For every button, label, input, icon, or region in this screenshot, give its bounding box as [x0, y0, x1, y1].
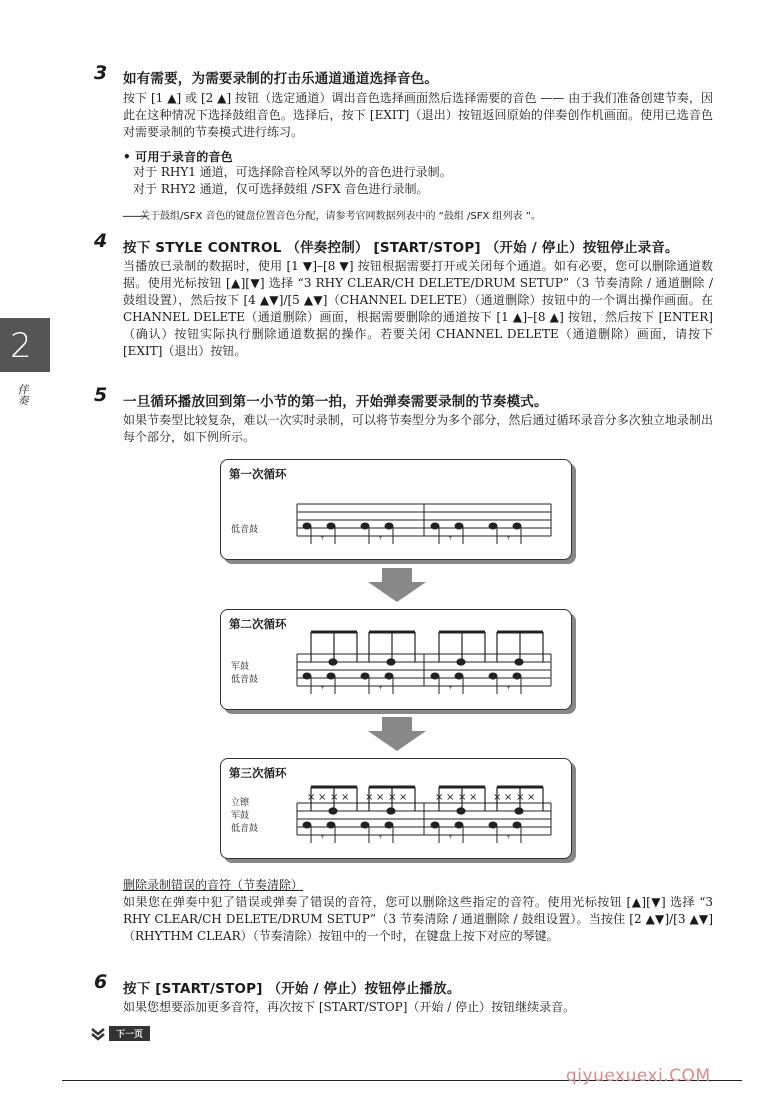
step-number: 4 [94, 230, 108, 252]
svg-text:𝄾: 𝄾 [379, 532, 382, 545]
svg-text:𝄾: 𝄾 [321, 682, 324, 695]
svg-text:𝄾: 𝄾 [379, 831, 382, 844]
step-heading: 按下 [START/STOP] （开始 / 停止）按钮停止播放。 [123, 981, 461, 997]
svg-text:𝄾: 𝄾 [379, 682, 382, 695]
instrument-label: 军鼓 [231, 811, 250, 821]
chapter-label: 伴奏 [16, 384, 29, 406]
next-page-label: 下一页 [109, 1026, 150, 1041]
step-heading: 如有需要，为需要录制的打击乐通道通道选择音色。 [123, 71, 439, 87]
svg-text:×: × [341, 792, 350, 803]
svg-text:×: × [446, 792, 455, 803]
double-chevron-down-icon [90, 1027, 106, 1041]
svg-text:𝄾: 𝄾 [507, 682, 510, 695]
svg-text:×: × [516, 792, 525, 803]
step-number: 3 [94, 62, 108, 84]
svg-text:×: × [318, 792, 327, 803]
svg-text:×: × [469, 792, 478, 803]
loop-figure-3 [220, 758, 572, 859]
watermark: qiyuexuexi.COM [566, 1066, 711, 1086]
step-heading: 按下 STYLE CONTROL （伴奏控制） [START/STOP] （开始 / 停止）按钮停止录音。 [123, 240, 679, 256]
bullet-line: 对于 RHY2 通道，仅可选择鼓组 /SFX 音色进行录制。 [133, 182, 429, 196]
step-number: 6 [94, 971, 108, 993]
step-body: 当播放已录制的数据时，使用 [1 ▼]–[8 ▼] 按钮根据需要打开或关闭每个通道。如有必要，您可以删除通道数据。使用光标按钮 [▲][▼] 选择 “3 RHY CLEAR/CH DELETE/DRUM SETUP”（3 节奏清除 / 通道删除 / 鼓组设置），然后按下 [4 ▲▼]/[5 ▲▼]（CHANNEL DELETE）（通道删除）按钮中的一个调出操作画面。在 CHANNEL DELETE（通道删除）画面，根据需要删除的通道按下 [1 ▲]–[8 ▲] 按钮，然后按下 [ENTER]（确认）按钮实际执行删除通道数据的操作。若要关闭 CHANNEL DELETE（通道删除）画面，请按下 [EXIT]（退出）按钮。 [123, 259, 713, 358]
bullet-title: • 可用于录音的音色 [123, 150, 233, 164]
svg-text:×: × [365, 792, 374, 803]
drum-staff [221, 610, 571, 709]
loop-figure-2 [220, 609, 572, 710]
svg-text:×: × [307, 792, 316, 803]
instrument-label: 低音鼓 [231, 525, 259, 535]
step-number: 5 [94, 384, 108, 406]
figure-title: 第三次循环 [229, 766, 287, 780]
step-body: 按下 [1 ▲] 或 [2 ▲] 按钮（选定通道）调出音色选择画面然后选择需要的音色 —— 由于我们准备创建节奏，因此在这种情况下选择鼓组音色。选择后，按下 [EXIT]（退出）按钮返回原始的伴奏创作机画面。使用已选音色对需要录制的节奏模式进行练习。 [123, 91, 713, 139]
figure-title: 第一次循环 [229, 467, 287, 481]
step-body: 如果您想要添加更多音符，再次按下 [START/STOP]（开始 / 停止）按钮继续录音。 [123, 1000, 576, 1014]
figure-title: 第二次循环 [229, 617, 287, 631]
svg-text:×: × [504, 792, 513, 803]
down-arrow-icon [368, 568, 426, 602]
note-icon: ⸻ [122, 211, 147, 222]
instrument-label: 立镲 [231, 798, 250, 808]
svg-text:𝄾: 𝄾 [321, 831, 324, 844]
svg-text:𝄾: 𝄾 [449, 682, 452, 695]
svg-text:×: × [458, 792, 467, 803]
svg-text:𝄾: 𝄾 [321, 532, 324, 545]
svg-text:×: × [493, 792, 502, 803]
svg-text:𝄾: 𝄾 [507, 831, 510, 844]
drum-staff [221, 460, 571, 559]
svg-text:×: × [388, 792, 397, 803]
svg-text:𝄾: 𝄾 [449, 831, 452, 844]
svg-text:×: × [527, 792, 536, 803]
instrument-label: 低音鼓 [231, 675, 259, 685]
bullet-line: 对于 RHY1 通道，可选择除音栓风琴以外的音色进行录制。 [133, 165, 452, 179]
next-page-marker[interactable] [90, 1026, 150, 1041]
chapter-tab [0, 318, 50, 372]
step-heading: 一旦循环播放回到第一小节的第一拍，开始弹奏需要录制的节奏模式。 [123, 394, 548, 410]
step-body: 如果节奏型比较复杂，难以一次实时录制，可以将节奏型分为多个部分，然后通过循环录音分多次独立地录制出每个部分，如下例所示。 [123, 413, 713, 444]
drum-staff [221, 759, 571, 858]
note-text: 关于鼓组/SFX 音色的键盘位置音色分配，请参考官网数据列表中的 “鼓组 /SFX 组列表 ”。 [140, 211, 541, 222]
svg-text:×: × [399, 792, 408, 803]
svg-text:𝄾: 𝄾 [507, 532, 510, 545]
section-body: 如果您在弹奏中犯了错误或弹奏了错误的音符，您可以删除这些指定的音符。使用光标按钮 [▲][▼] 选择 “3 RHY CLEAR/CH DELETE/DRUM SETUP”（3 节奏清除 / 通道删除 / 鼓组设置）。当按住 [2 ▲▼]/[3 ▲▼]（RHYTHM CLEAR）（节奏清除）按钮中的一个时，在键盘上按下对应的琴键。 [123, 895, 713, 943]
svg-text:×: × [376, 792, 385, 803]
svg-text:×: × [435, 792, 444, 803]
instrument-label: 军鼓 [231, 662, 250, 672]
section-subtitle: 删除录制错误的音符（节奏清除） [123, 878, 304, 892]
loop-figure-1 [220, 459, 572, 560]
chapter-number: 2 [10, 326, 32, 366]
svg-text:𝄾: 𝄾 [449, 532, 452, 545]
svg-text:×: × [330, 792, 339, 803]
down-arrow-icon [368, 717, 426, 751]
instrument-label: 低音鼓 [231, 824, 259, 834]
